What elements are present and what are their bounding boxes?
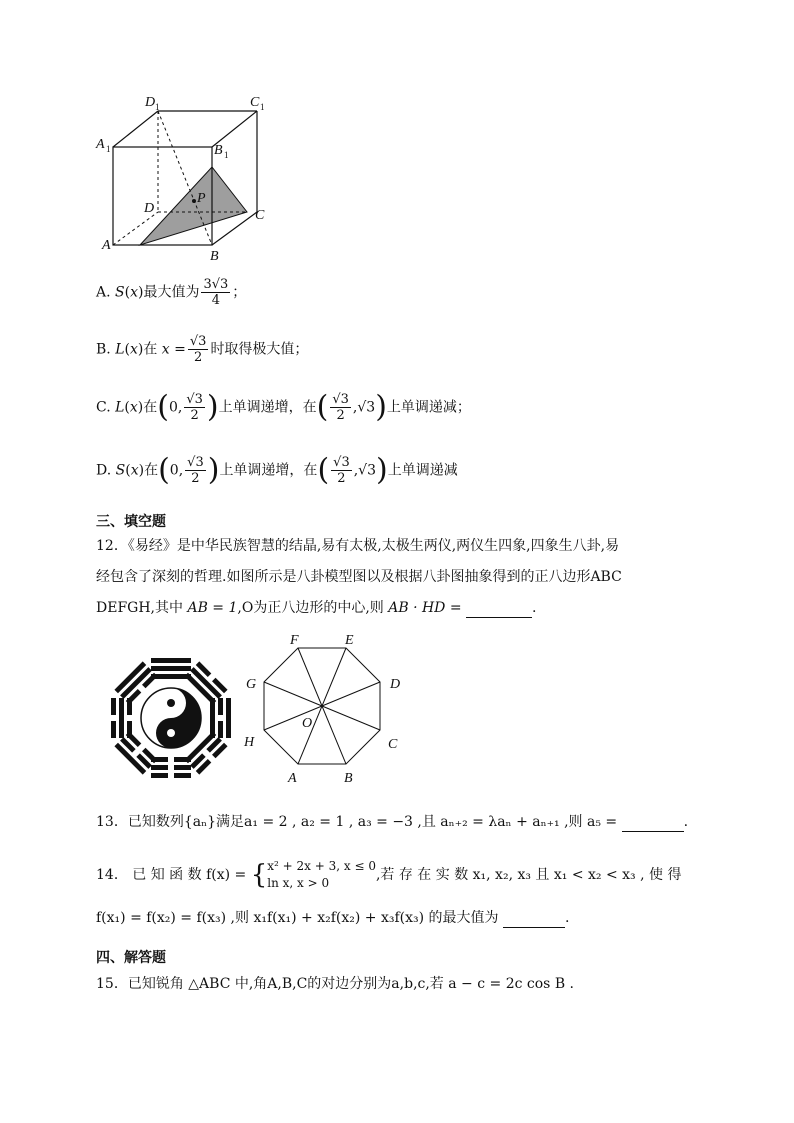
q12-line3: DEFGH,其中 AB = 1,O为正八边形的中心,则 AB · HD = . [96, 600, 537, 616]
label-C: C [255, 208, 265, 223]
fraction: $\frac{√3}{2}$ [332, 392, 349, 423]
option-c: C. L(x)在(0, $\frac{√3}{2}$ )上单调递增，在( $\frac{√3}{2}$ ,√3)上单调递减； [96, 389, 471, 425]
q14-line1: 14． 已 知 函 数 f(x) = { x² + 2x + 3, x ≤ 0 ln x, x > 0 ,若 存 在 实 数 x₁, x₂, x₃ 且 x₁ < x₂ < x₃ , 使 得 [96, 859, 682, 890]
q12-line1: 12．《易经》是中华民族智慧的结晶,易有太极,太极生两仪,两仪生四象,四象生八卦,易 [96, 538, 620, 554]
fraction: $\frac{3√3}{4}$ [203, 277, 229, 308]
svg-text:1: 1 [155, 102, 160, 112]
svg-text:1: 1 [224, 150, 229, 160]
label-D: D [144, 201, 155, 216]
answer-blank[interactable] [622, 817, 684, 832]
oct-label-A: A [288, 771, 297, 786]
fraction: $\frac{√3}{2}$ [187, 455, 204, 486]
q14-line2: f(x₁) = f(x₂) = f(x₃) ,则 x₁f(x₁) + x₂f(x₂) + x₃f(x₃) 的最大值为 . [96, 910, 570, 926]
svg-text:1: 1 [106, 144, 111, 154]
oct-label-D: D [390, 677, 401, 692]
label-B: B [210, 249, 219, 264]
fraction: $\frac{√3}{2}$ [186, 392, 203, 423]
label-A1: A [96, 137, 105, 152]
label-D1: D [145, 95, 156, 110]
option-a: A. S(x)最大值为 $\frac{3√3}{4}$ ； [96, 277, 247, 308]
oct-label-O: O [302, 716, 313, 731]
fraction: $\frac{√3}{2}$ [189, 334, 207, 365]
oct-label-F: F [290, 633, 299, 648]
oct-label-G: G [246, 677, 257, 692]
fraction: $\frac{√3}{2}$ [333, 455, 350, 486]
label-A: A [102, 238, 111, 253]
label-C1: C [250, 95, 260, 110]
shaded-triangle [140, 167, 247, 245]
option-b: B. L(x)在 x = $\frac{√3}{2}$ 时取得极大值； [96, 334, 309, 365]
answer-blank[interactable] [503, 913, 565, 928]
oct-label-E: E [345, 633, 354, 648]
answer-blank[interactable] [466, 603, 532, 618]
svg-text:1: 1 [260, 102, 265, 112]
oct-label-H: H [244, 735, 255, 750]
bagua-figure [108, 655, 234, 781]
section-title-fill-in: 三、填空题 [96, 514, 166, 530]
octagon-figure [240, 630, 410, 798]
q12-line2: 经包含了深刻的哲理.如图所示是八卦模型图以及根据八卦图抽象得到的正八边形ABC [96, 569, 622, 585]
cube-figure [90, 92, 290, 267]
option-d: D. S(x)在(0, $\frac{√3}{2}$ )上单调递增，在( $\frac{√3}{2}$ ,√3)上单调递减 [96, 452, 458, 488]
oct-label-C: C [388, 737, 398, 752]
label-P: P [197, 191, 206, 206]
q15: 15．已知锐角 △ABC 中,角A,B,C的对边分别为a,b,c,若 a − c = 2c cos B . [96, 976, 575, 992]
q13: 13．已知数列{aₙ}满足a₁ = 2 , a₂ = 1 , a₃ = −3 ,且 aₙ₊₂ = λaₙ + aₙ₊₁ ,则 a₅ = . [96, 814, 689, 830]
label-B1: B [214, 143, 223, 158]
section-title-answers: 四、解答题 [96, 950, 166, 966]
oct-label-B: B [344, 771, 353, 786]
